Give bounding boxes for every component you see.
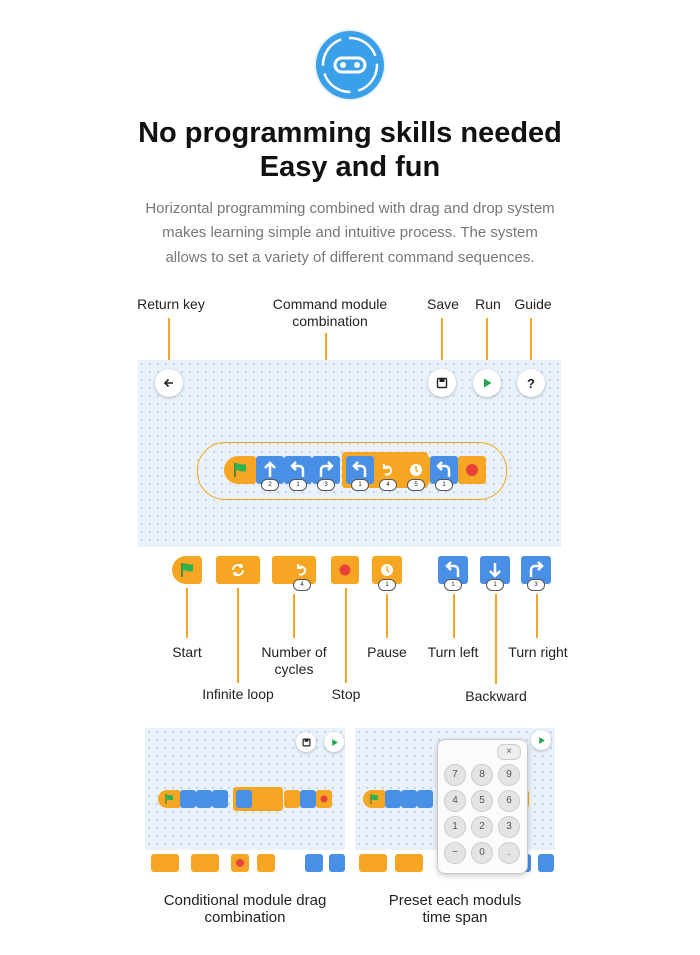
label-run: Run bbox=[475, 296, 501, 312]
backward-block bbox=[329, 854, 345, 872]
block-value[interactable]: 1 bbox=[378, 579, 396, 591]
label-backward: Backward bbox=[465, 688, 527, 704]
turn-left-block bbox=[305, 854, 323, 872]
start-block[interactable] bbox=[224, 456, 256, 484]
mini-palette bbox=[145, 850, 345, 874]
stop-block bbox=[316, 790, 332, 808]
label-return-key: Return key bbox=[137, 296, 205, 312]
key-4[interactable]: 4 bbox=[444, 790, 466, 812]
description-line-1: Horizontal programming combined with drag and drop system bbox=[145, 200, 555, 217]
infinite-loop-block bbox=[359, 854, 387, 872]
block-value[interactable]: 1 bbox=[444, 579, 462, 591]
palette-turn-left-block[interactable] bbox=[438, 556, 468, 588]
key-5[interactable]: 5 bbox=[471, 790, 493, 812]
pause-block bbox=[257, 854, 275, 872]
block-value[interactable]: 1 bbox=[351, 479, 369, 491]
turn-left-block[interactable] bbox=[430, 456, 458, 488]
block-value[interactable]: 1 bbox=[486, 579, 504, 591]
headline-line-1: No programming skills needed bbox=[138, 117, 562, 149]
caption-right-2: time span bbox=[422, 909, 488, 926]
turn-right-block bbox=[417, 790, 433, 808]
turn-left-block bbox=[401, 790, 417, 808]
save-icon bbox=[436, 377, 448, 389]
key-1[interactable]: 1 bbox=[444, 816, 466, 838]
key-dot[interactable]: . bbox=[498, 842, 520, 864]
key-7[interactable]: 7 bbox=[444, 764, 466, 786]
turn-left-block[interactable] bbox=[284, 456, 312, 488]
label-start: Start bbox=[172, 644, 202, 660]
turn-right-block bbox=[212, 790, 228, 808]
label-turn-left: Turn left bbox=[427, 644, 479, 660]
callout-line bbox=[186, 588, 188, 638]
app-logo bbox=[316, 31, 384, 99]
save-button[interactable] bbox=[428, 369, 456, 397]
cycles-block[interactable] bbox=[374, 456, 402, 488]
callout-line bbox=[237, 588, 239, 683]
cycles-block bbox=[191, 854, 219, 872]
stop-block[interactable] bbox=[458, 456, 486, 484]
callout-line bbox=[536, 594, 538, 638]
pause-block[interactable] bbox=[402, 456, 430, 488]
arrow-left-icon bbox=[163, 377, 175, 389]
palette-start-block[interactable] bbox=[172, 556, 202, 584]
save-button[interactable] bbox=[296, 732, 316, 752]
key-minus[interactable]: − bbox=[444, 842, 466, 864]
label-stop: Stop bbox=[331, 686, 361, 702]
block-value[interactable]: 4 bbox=[379, 479, 397, 491]
callout-line bbox=[386, 594, 388, 638]
flag-icon bbox=[224, 456, 256, 484]
block-value[interactable]: 1 bbox=[289, 479, 307, 491]
label-cycles-2: cycles bbox=[274, 661, 314, 677]
label-infinite-loop: Infinite loop bbox=[202, 686, 274, 702]
palette-stop-block[interactable] bbox=[331, 556, 359, 584]
command-sequence[interactable] bbox=[224, 456, 484, 488]
palette-infinite-loop-block[interactable] bbox=[216, 556, 260, 584]
run-button[interactable] bbox=[473, 369, 501, 397]
palette-turn-right-block[interactable] bbox=[521, 556, 551, 588]
forward-block bbox=[385, 790, 401, 808]
stop-icon bbox=[331, 556, 359, 584]
run-button[interactable] bbox=[531, 730, 551, 750]
backward-block bbox=[538, 854, 554, 872]
repeat-icon bbox=[216, 556, 260, 584]
label-cycles-1: Number of bbox=[261, 644, 327, 660]
run-button[interactable] bbox=[324, 732, 344, 752]
question-icon: ? bbox=[527, 375, 535, 391]
play-icon bbox=[330, 738, 339, 747]
label-command-module-2: combination bbox=[292, 313, 368, 329]
key-0[interactable]: 0 bbox=[471, 842, 493, 864]
block-value[interactable]: 3 bbox=[317, 479, 335, 491]
turn-right-block[interactable] bbox=[312, 456, 340, 488]
flag-icon bbox=[172, 556, 202, 584]
guide-button[interactable] bbox=[517, 369, 545, 397]
key-2[interactable]: 2 bbox=[471, 816, 493, 838]
pause-block bbox=[284, 790, 300, 808]
callout-line bbox=[293, 594, 295, 638]
palette-backward-block[interactable] bbox=[480, 556, 510, 588]
label-command-module-1: Command module bbox=[272, 296, 388, 312]
label-pause: Pause bbox=[367, 644, 407, 660]
mini-command-sequence[interactable] bbox=[158, 790, 338, 810]
headline-line-2: Easy and fun bbox=[259, 151, 441, 183]
callout-line bbox=[345, 588, 347, 683]
block-value[interactable]: 1 bbox=[435, 479, 453, 491]
start-block bbox=[158, 790, 180, 808]
palette-pause-block[interactable] bbox=[372, 556, 402, 588]
description-line-3: allows to set a variety of different command sequences. bbox=[165, 249, 535, 266]
block-value[interactable]: 5 bbox=[407, 479, 425, 491]
label-save: Save bbox=[427, 296, 459, 312]
editor-canvas[interactable] bbox=[138, 360, 561, 547]
caption-left-2: combination bbox=[204, 909, 286, 926]
infinite-loop-block bbox=[151, 854, 179, 872]
block-value[interactable]: 4 bbox=[293, 579, 311, 591]
forward-block[interactable] bbox=[256, 456, 284, 488]
key-3[interactable]: 3 bbox=[498, 816, 520, 838]
controller-icon bbox=[316, 31, 384, 99]
stop-icon bbox=[231, 854, 249, 872]
forward-block bbox=[180, 790, 196, 808]
caption-left-1: Conditional module drag bbox=[163, 892, 327, 909]
turn-left-block bbox=[236, 790, 252, 808]
stop-icon bbox=[316, 790, 332, 808]
label-turn-right: Turn right bbox=[508, 644, 568, 660]
turn-left-block[interactable] bbox=[346, 456, 374, 488]
callout-line bbox=[453, 594, 455, 638]
play-icon bbox=[481, 377, 493, 389]
flag-icon bbox=[158, 790, 180, 808]
key-8[interactable]: 8 bbox=[471, 764, 493, 786]
turn-left-block bbox=[196, 790, 212, 808]
cycles-block bbox=[395, 854, 423, 872]
stop-block bbox=[231, 854, 249, 872]
flag-icon bbox=[363, 790, 385, 808]
module-palette bbox=[0, 556, 700, 596]
key-9[interactable]: 9 bbox=[498, 764, 520, 786]
return-button[interactable] bbox=[155, 369, 183, 397]
label-guide: Guide bbox=[514, 296, 552, 312]
stop-icon bbox=[458, 456, 486, 484]
numeric-keypad[interactable] bbox=[437, 739, 528, 874]
save-icon bbox=[302, 738, 311, 747]
description-line-2: makes learning simple and intuitive process. The system bbox=[162, 224, 538, 241]
play-icon bbox=[537, 736, 546, 745]
start-block bbox=[363, 790, 385, 808]
turn-left-block bbox=[300, 790, 316, 808]
caption-right-1: Preset each moduls bbox=[388, 892, 522, 909]
keypad-close-button[interactable]: × bbox=[497, 744, 521, 760]
block-value[interactable]: 2 bbox=[261, 479, 279, 491]
block-value[interactable]: 3 bbox=[527, 579, 545, 591]
key-6[interactable]: 6 bbox=[498, 790, 520, 812]
callout-line bbox=[495, 594, 497, 684]
palette-cycles-block[interactable] bbox=[272, 556, 316, 588]
